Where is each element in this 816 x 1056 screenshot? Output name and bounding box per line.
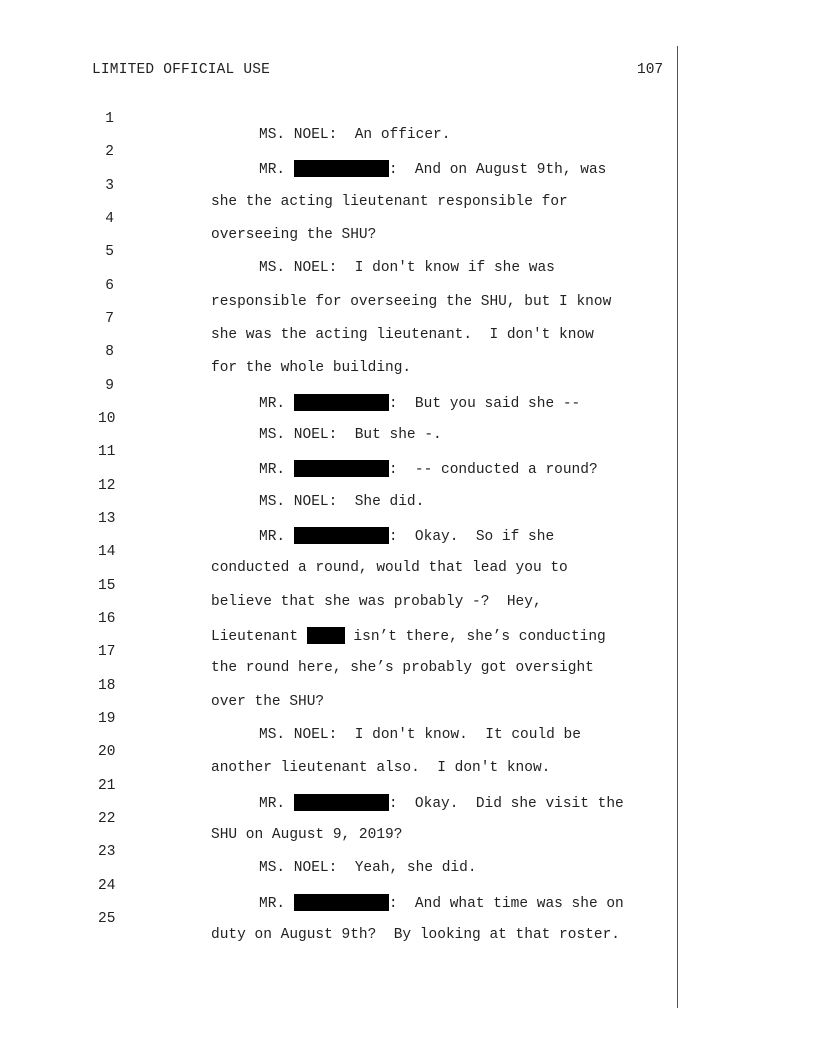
line-number: 18 bbox=[98, 678, 116, 694]
transcript-line bbox=[0, 295, 816, 343]
line-number: 19 bbox=[98, 711, 116, 727]
transcript-line bbox=[0, 95, 816, 143]
transcript-line bbox=[0, 195, 816, 243]
line-text: MS. NOEL: She did. bbox=[259, 494, 425, 510]
line-text: responsible for overseeing the SHU, but I know bbox=[211, 294, 612, 310]
line-number: 17 bbox=[98, 644, 116, 660]
transcript-line bbox=[0, 595, 816, 645]
line-text: MS. NOEL: An officer. bbox=[259, 127, 451, 143]
transcript-line bbox=[0, 695, 816, 743]
line-number: 10 bbox=[98, 411, 116, 427]
transcript-line bbox=[0, 162, 816, 210]
transcript-line bbox=[0, 362, 816, 412]
line-text: MR. : And on August 9th, was bbox=[259, 162, 607, 178]
line-number: 9 bbox=[105, 378, 114, 394]
transcript-line bbox=[0, 895, 816, 943]
transcript-line bbox=[0, 828, 816, 876]
line-text: overseeing the SHU? bbox=[211, 227, 377, 243]
line-number: 15 bbox=[98, 578, 116, 594]
transcript-line bbox=[0, 262, 816, 310]
transcript-line bbox=[0, 562, 816, 610]
line-number: 6 bbox=[105, 278, 114, 294]
line-number: 5 bbox=[105, 244, 114, 260]
line-text: MS. NOEL: But she -. bbox=[259, 427, 442, 443]
transcript-line bbox=[0, 428, 816, 478]
line-number: 23 bbox=[98, 844, 116, 860]
transcript-line bbox=[0, 795, 816, 843]
line-number: 4 bbox=[105, 211, 114, 227]
line-text: Lieutenant isn’t there, she’s conducting bbox=[211, 629, 606, 645]
transcript-line bbox=[0, 728, 816, 776]
line-number: 20 bbox=[98, 744, 116, 760]
transcript-line bbox=[0, 328, 816, 376]
transcript-line bbox=[0, 528, 816, 576]
transcript-line bbox=[0, 228, 816, 276]
line-number: 16 bbox=[98, 611, 116, 627]
line-text: MR. : Okay. So if she bbox=[259, 529, 555, 545]
line-number: 2 bbox=[105, 144, 114, 160]
transcript-line bbox=[0, 762, 816, 812]
line-number: 21 bbox=[98, 778, 116, 794]
line-text: MR. : Okay. Did she visit the bbox=[259, 796, 624, 812]
transcript-line bbox=[0, 628, 816, 676]
line-text: MR. : -- conducted a round? bbox=[259, 462, 598, 478]
line-text: she the acting lieutenant responsible for bbox=[211, 194, 568, 210]
page-header-label: LIMITED OFFICIAL USE bbox=[92, 62, 271, 78]
line-number: 24 bbox=[98, 878, 116, 894]
line-text: the round here, she’s probably got oversight bbox=[211, 660, 594, 676]
transcript-line bbox=[0, 662, 816, 710]
line-text: another lieutenant also. I don't know. bbox=[211, 760, 551, 776]
line-text: MS. NOEL: I don't know. It could be bbox=[259, 727, 581, 743]
line-number: 8 bbox=[105, 344, 114, 360]
line-text: conducted a round, would that lead you to bbox=[211, 560, 568, 576]
line-text: she was the acting lieutenant. I don't know bbox=[211, 327, 594, 343]
page-number: 107 bbox=[637, 62, 664, 78]
line-number: 11 bbox=[98, 444, 116, 460]
transcript-line bbox=[0, 495, 816, 545]
transcript-line bbox=[0, 395, 816, 443]
line-number: 12 bbox=[98, 478, 116, 494]
line-number: 13 bbox=[98, 511, 116, 527]
line-number: 14 bbox=[98, 544, 116, 560]
transcript-line bbox=[0, 862, 816, 912]
line-number: 7 bbox=[105, 311, 114, 327]
line-text: MR. : But you said she -- bbox=[259, 396, 581, 412]
line-text: SHU on August 9, 2019? bbox=[211, 827, 403, 843]
line-text: MR. : And what time was she on bbox=[259, 896, 624, 912]
line-text: MS. NOEL: Yeah, she did. bbox=[259, 860, 477, 876]
line-text: over the SHU? bbox=[211, 694, 325, 710]
line-number: 3 bbox=[105, 178, 114, 194]
transcript-line bbox=[0, 462, 816, 510]
line-text: duty on August 9th? By looking at that roster. bbox=[211, 927, 620, 943]
line-text: for the whole building. bbox=[211, 360, 412, 376]
line-number: 1 bbox=[105, 111, 114, 127]
line-text: MS. NOEL: I don't know if she was bbox=[259, 260, 555, 276]
line-number: 25 bbox=[98, 911, 116, 927]
transcript-line bbox=[0, 128, 816, 178]
line-text: believe that she was probably -? Hey, bbox=[211, 594, 542, 610]
line-number: 22 bbox=[98, 811, 116, 827]
